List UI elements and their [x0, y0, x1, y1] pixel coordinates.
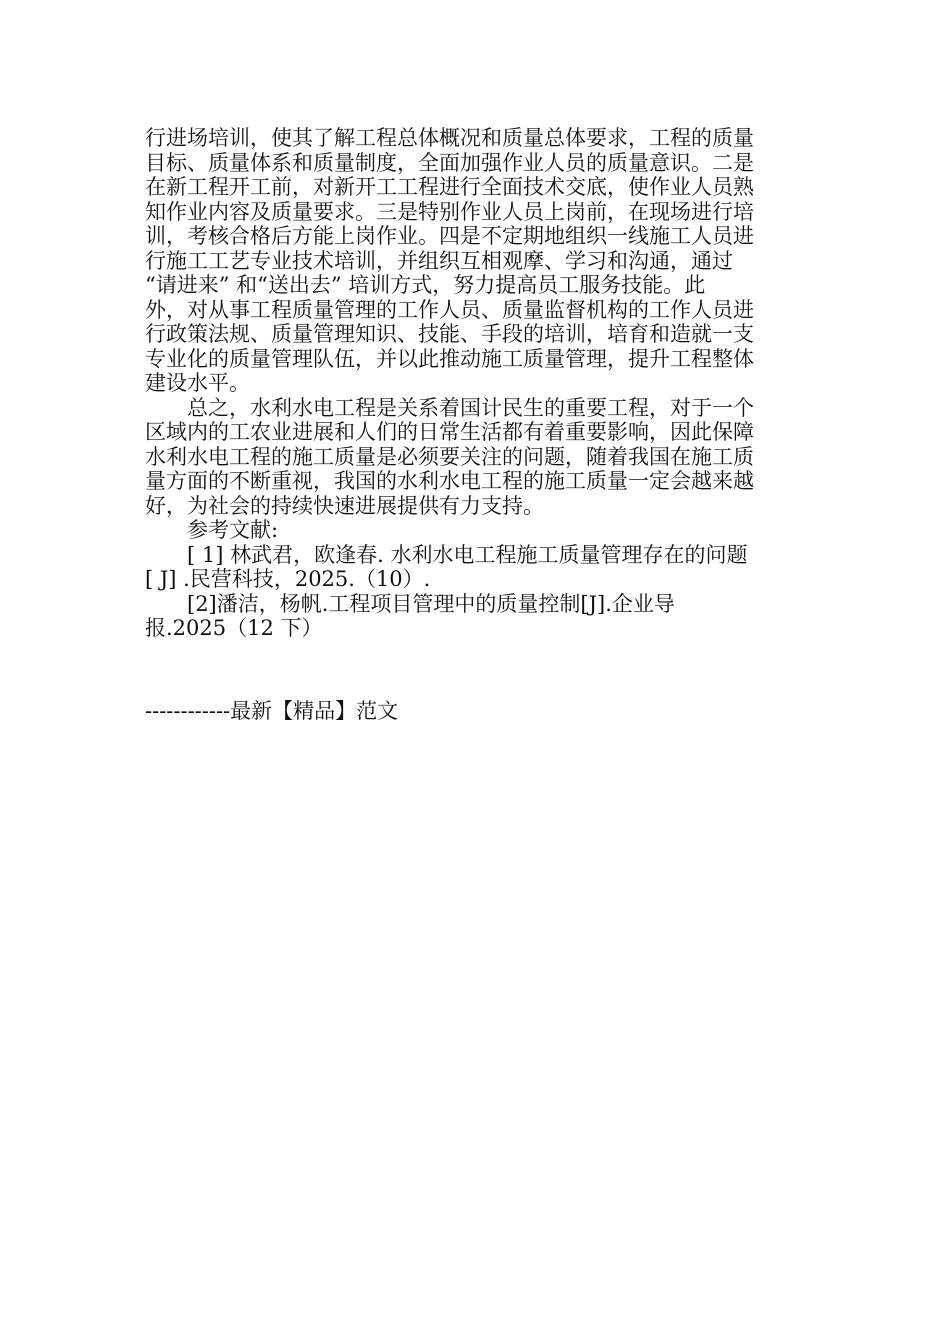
text-line: 量方面的不断重视，我国的水利水电工程的施工质量一定会越来越: [145, 469, 754, 493]
text-line: 外，对从事工程质量管理的工作人员、质量监督机构的工作人员进: [145, 297, 754, 322]
text-line: 知作业内容及质量要求。三是特别作业人员上岗前，在现场进行培: [145, 199, 754, 224]
text-line: 报.2025（12 下）: [145, 616, 323, 640]
text-line: 专业化的质量管理队伍，并以此推动施工质量管理，提升工程整体: [145, 346, 754, 371]
text-line: 水利水电工程的施工质量是必须要关注的问题，随着我国在施工质: [145, 444, 754, 469]
text-line: 好，为社会的持续快速进展提供有力支持。: [145, 493, 544, 518]
text-line: 目标、质量体系和质量制度，全面加强作业人员的质量意识。二是: [145, 150, 754, 175]
text-line: 行进场培训，使其了解工程总体概况和质量总体要求，工程的质量: [145, 126, 754, 150]
text-line: [ 1] 林武君，欧逢春. 水利水电工程施工质量管理存在的问题: [187, 542, 748, 567]
text-line: 训，考核合格后方能上岗作业。四是不定期地组织一线施工人员进: [145, 224, 754, 248]
text-line: [2]潘洁，杨帆.工程项目管理中的质量控制[J].企业导: [187, 591, 675, 616]
document-body: [145, 126, 807, 641]
text-line: 行政策法规、质量管理知识、技能、手段的培训，培育和造就一支: [145, 322, 754, 346]
text-line: “请进来” 和“送出去” 培训方式，努力提高员工服务技能。此: [145, 273, 706, 297]
references-heading: 参考文献:: [187, 518, 279, 542]
text-line: 行施工工艺专业技术培训，并组织互相观摩、学习和沟通，通过: [145, 248, 733, 273]
paragraph-conclusion: [145, 396, 807, 519]
text-line: 总之，水利水电工程是关系着国计民生的重要工程，对于一个: [187, 395, 754, 420]
paragraph-training: [145, 126, 807, 396]
reference-item-2: [145, 592, 807, 641]
reference-item-1: [145, 543, 807, 592]
text-line: 建设水平。: [145, 371, 250, 395]
footer-text: ------------最新【精品】范文: [145, 699, 399, 723]
text-line: 在新工程开工前，对新开工工程进行全面技术交底，使作业人员熟: [145, 175, 754, 199]
text-line: [ J] .民营科技，2025.（10）.: [145, 567, 431, 591]
text-line: 区域内的工农业进展和人们的日常生活都有着重要影响，因此保障: [145, 420, 754, 444]
